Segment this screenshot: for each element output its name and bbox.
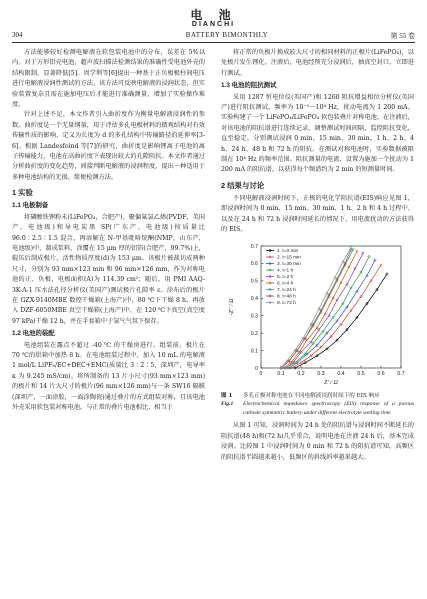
header-rule — [12, 42, 415, 43]
eis-figure — [221, 240, 414, 390]
subsection-heading-impedance: 1.3 电池的阻抗测试 — [221, 82, 277, 90]
data-point — [386, 272, 388, 274]
legend-entry: 9. t=72 h — [277, 300, 296, 306]
x-axis-label: Z' / Ω — [324, 379, 338, 386]
legend-entry: 8. t=48 h — [277, 294, 296, 299]
x-tick-label: 0.5 — [357, 370, 365, 377]
volume-label: 第 55 卷 — [390, 32, 415, 40]
legend-entry: 7. t=24 h — [277, 287, 296, 293]
x-tick-label: 0.2 — [297, 370, 305, 377]
section-heading-experiment: 1 实验 — [12, 188, 33, 198]
y-tick-label: 0.3 — [250, 313, 258, 320]
legend-entry: 4. t=1 h — [277, 268, 294, 273]
left-column — [12, 48, 205, 413]
paragraph: 将正常的负极片换成较大尺寸的相同材料的正极片(LiFePO₄)，以免极片发生锂化。注液后，电池经预充分浸润后，抽真空封口，立即进行测试。 — [221, 49, 414, 77]
y-tick-label: 0.5 — [250, 278, 258, 285]
x-tick-label: 0.6 — [377, 370, 385, 377]
y-tick-label: 0.6 — [250, 260, 258, 267]
x-tick-label: 0.7 — [397, 370, 405, 377]
figure-number-cn: 图 1 — [221, 392, 233, 399]
figure-number-en: Fig.1 — [221, 401, 234, 408]
page-number: 304 — [12, 31, 23, 39]
legend-entry: 6. t=4 h — [277, 281, 294, 286]
eis-nyquist-plot — [221, 240, 414, 390]
y-axis-label: -Z'' / Ω — [229, 298, 235, 315]
journal-title-pinyin: DIANCHI — [191, 21, 236, 28]
paragraph: 将磷酸铁锂粉末(LiFePO₄，合肥产)、聚偏氟氯乙烯(PVDF，美国产，电池级)和导电炭黑 SP(广东产，电池级)按质量比 96.0∶2.5∶1.5 混合，再溶解在 N-甲基吡咯烷酮(NMP，山东产，电池级)中，制成浆料，涂覆在 15 μm 厚的铝箔(合肥产，99.7%)上，辊压后制成极片，活性物质厚度(d)为 153 μm。该极片被裁切成两种尺寸，分别为 93 mm×123 mm 和 96 mm×126 mm，作为对称电池的正、负极，电极面积(A)为 114.39 cm²；随后，用 PMI AAQ-3K-A-1 压水法孔径分析仪(美国产)测试极片孔隙率 ε。涂布后的极片在 GZX-9140MBE 数控干燥箱(上海产)中，80 ℃下干燥 8 h，再放入 DZF-6050MBE 真空干燥箱(上海产)中，在 120 ℃下真空(真空度 97 kPa)干燥 12 h，并在手套箱中于氩气气氛下保存。 — [12, 213, 205, 325]
x-tick-label: 0 — [259, 370, 263, 377]
figure-caption-cn: 多孔正极对称电池在不同电解液浸润时间下的 EIS 响应 — [243, 392, 380, 399]
subsection-heading-electrode: 1.1 电极制备 — [12, 202, 49, 210]
series-line — [295, 273, 387, 367]
y-tick-label: 0.4 — [250, 295, 258, 302]
subsection-heading-assembly: 1.2 电池的装配 — [12, 330, 55, 338]
paragraph: 电池组装在露点不超过 -40 ℃ 的干燥房进行。组装前，极片在 70 ℃的烘箱中加热 8 h。在电池组装过程中，加入 10 mL 的电解液 1 mol/L LiPF₆/EC+DEC+EMC(质量比 3∶2∶5，深圳产，电导率 κ 为 9.245 mS/cm)。将所制备的 13 片小尺寸(93 mm×123 mm)的极片和 14 片大尺寸的极片(96 mm×126 mm)与一条 SW16 隔膜(深圳产，一面涂胶，一面涂陶瓷)通过叠片的方式组装对称，且该电池外壳采用软包装对称电池。与正常的叠片电池相比，相当于 — [12, 341, 205, 411]
legend-entry: 5. t=2 h — [277, 274, 294, 280]
right-column — [221, 48, 414, 463]
legend-entry: 3. t=30 min — [277, 261, 301, 267]
paragraph: 从图 1 可知，浸润时间为 24 h 处的阻抗谱与浸润时间不断延长的阻抗谱(48 h)和(72 h)几乎重合，说明电池在注液 24 h 后，基本完成浸润。比较图 1 中浸润时间为 0 min 和 72 h 的阻抗谱可知，高频区的阻抗谱半圆越来越小，低频区的斜线斜率越来越大。 — [221, 422, 414, 461]
y-tick-label: 0.2 — [250, 330, 258, 337]
running-header — [12, 31, 415, 41]
journal-title-en: BATTERY BIMONTHLY — [185, 31, 269, 39]
figure-caption — [221, 392, 414, 418]
section-heading-results: 2 结果与讨论 — [221, 180, 265, 190]
y-tick-label: 0.1 — [250, 347, 258, 354]
legend-entry: 2. t=15 min — [277, 255, 301, 260]
paragraph: 采用 1287 恒电位仪(英国产)和 1260 阻抗增益相位分析仪(英国产)进行阻抗测试，频率为 10⁻¹～10⁴ Hz，扰动电流为 1 200 mA。实验构建了一个 LiFePO₄/LiFePO₄ 软包装叠片对称电池。在注液后，对该电池的阻抗谱进行连续记录，调整测试时间间隔，监控阻抗变化，直至稳定。分别测试浸润 0 min、15 min、30 min、1 h、2 h、4 h、24 h、48 h 和 72 h 的阻抗。在测试对称电池时，实验数据被限制在 10⁴ Hz 的频率范围。阻抗测量的电流，设置为施加一个扰动为 1 200 mA 的阻抗谱，以获得每个频谱约为 2 min 的短测量时间。 — [221, 93, 414, 174]
y-tick-label: 0 — [255, 365, 258, 372]
y-tick-label: 0.7 — [250, 243, 258, 250]
paragraph: 针对上述不足，本文作者引入曲折度作为衡量电解液浸润性的参数。曲折度是一个无量纲量，用于评估多孔电极材料的微观结构对有效传输性质的影响，定义为长度为 d 的多孔结构中传输路径的延伸率[3-6]。根据 Landesfeind 等[7]的研究，曲折度是影响锂离子电池的离子传输能力，电池在高曲折度下表现出较大的孔隙阻抗。本文作者通过分析曲折度的变化趋势，间接判断电解液的浸润程度，提出一种适用于多种电池结构的无损、简便检测方法。 — [12, 111, 205, 181]
x-tick-label: 0.4 — [337, 370, 345, 377]
legend-entry: 1. t=0 min — [277, 248, 299, 254]
paragraph: 不同电解液浸润时间下，正极的电化学阻抗谱(EIS)响应见图 1，即浸润时间为 0 min、15 min、30 min、1 h、2 h 和 4 h 过程中，以及在 24 h 和 72 h 浸润时间延长的情况下，用电流扰动的方法获得的 EIS。 — [221, 194, 414, 234]
journal-title-cn: 电 池 — [190, 8, 237, 22]
figure-caption-en: Electrochemical impedance spectroscopy (EIS) response of a porous cathode symmetric battery under different electrolyte wetting time — [243, 401, 414, 416]
x-tick-label: 0.1 — [277, 370, 285, 377]
paragraph: 方法能够较好检测电解液在软包装电池中的分布，误差在 5%以内。对于方形铝壳电池，超声波扫描法检测结果的准确性受电池外壳的结构限制，显著降低[5]。周学利等[6]提出一种基于正负极极柱间电压进行电解液浸润性测试的方法。该方法可反映电解液的浸润状态，但实验装置复杂且需在施加电压后才能进行准确测量，增加了实验操作难度。 — [12, 49, 205, 109]
x-tick-label: 0.3 — [317, 370, 325, 377]
